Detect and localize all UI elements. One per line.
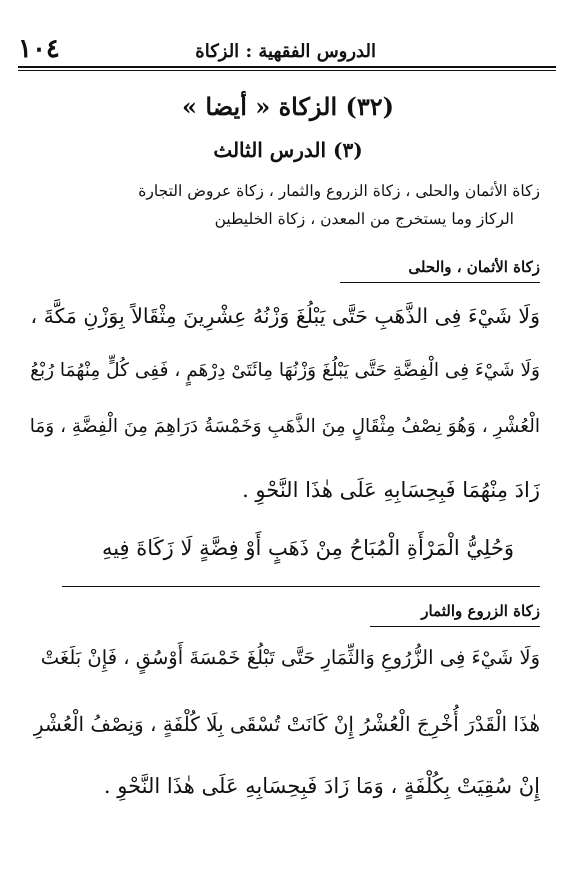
header-rule-thin bbox=[18, 70, 556, 71]
page-header bbox=[18, 22, 556, 62]
text-line: وَلَا شَيْءَ فِى الذَّهَبِ حَتَّى يَبْلُغَ وَزْنُهُ عِشْرِينَ مِثْقَالاً بِوَزْنِ مَكَّةَ ، bbox=[30, 304, 540, 328]
chapter-title: (٣٢) الزكاة « أيضا » bbox=[182, 92, 394, 121]
section-heading-underline bbox=[370, 626, 540, 627]
section-heading: زكاة الأثمان ، والحلى bbox=[408, 258, 540, 276]
text-line: زَادَ مِنْهُمَا فَبِحِسَابِهِ عَلَى هٰذَا النَّحْوِ . bbox=[242, 478, 540, 502]
text-line: وَلَا شَيْءَ فِى الزُّرُوعِ وَالثِّمَارِ حَتَّى تَبْلُغَ خَمْسَةَ أَوْسُقٍ ، فَإِنْ بَلَغَتْ bbox=[40, 646, 540, 669]
summary-line: زكاة الأثمان والحلى ، زكاة الزروع والثمار ، زكاة عروض التجارة bbox=[138, 182, 540, 200]
text-line: وَلَا شَيْءَ فِى الْفِضَّةِ حَتَّى يَبْلُغَ وَزْنُهَا مِائَتَىْ دِرْهَمٍ ، فَفِى كُلٍّ مِنْهُمَا رُبْعُ bbox=[30, 360, 540, 381]
summary-line: الركاز وما يستخرج من المعدن ، زكاة الخليطين bbox=[214, 210, 514, 228]
text-line: إِنْ سُقِيَتْ بِكُلْفَةٍ ، وَمَا زَادَ فَبِحِسَابِهِ عَلَى هٰذَا النَّحْوِ . bbox=[103, 774, 540, 798]
text-line: الْعُشْرِ ، وَهُوَ نِصْفُ مِثْقَالٍ مِنَ الذَّهَبِ وَخَمْسَةُ دَرَاهِمَ مِنَ الْفِضَّةِ ، وَمَا bbox=[29, 416, 540, 437]
running-title: الدروس الفقهية : الزكاة bbox=[195, 41, 376, 62]
page-number: ١٠٤ bbox=[18, 34, 60, 64]
header-rule bbox=[18, 66, 556, 68]
text-line: هٰذَا الْقَدْرَ أُخْرِجَ الْعُشْرُ إِنْ كَانَتْ تُسْقَى بِلَا كُلْفَةٍ ، وَنِصْفُ الْعُشْرِ bbox=[33, 712, 540, 736]
section-heading: زكاة الزروع والثمار bbox=[421, 602, 540, 620]
section-heading-underline bbox=[340, 282, 540, 283]
lesson-title: (٣) الدرس الثالث bbox=[213, 138, 363, 162]
text-line: وَحُلِيُّ الْمَرْأَةِ الْمُبَاحُ مِنْ ذَهَبٍ أَوْ فِضَّةٍ لَا زَكَاةَ فِيهِ bbox=[101, 536, 514, 560]
section-divider bbox=[62, 586, 540, 587]
